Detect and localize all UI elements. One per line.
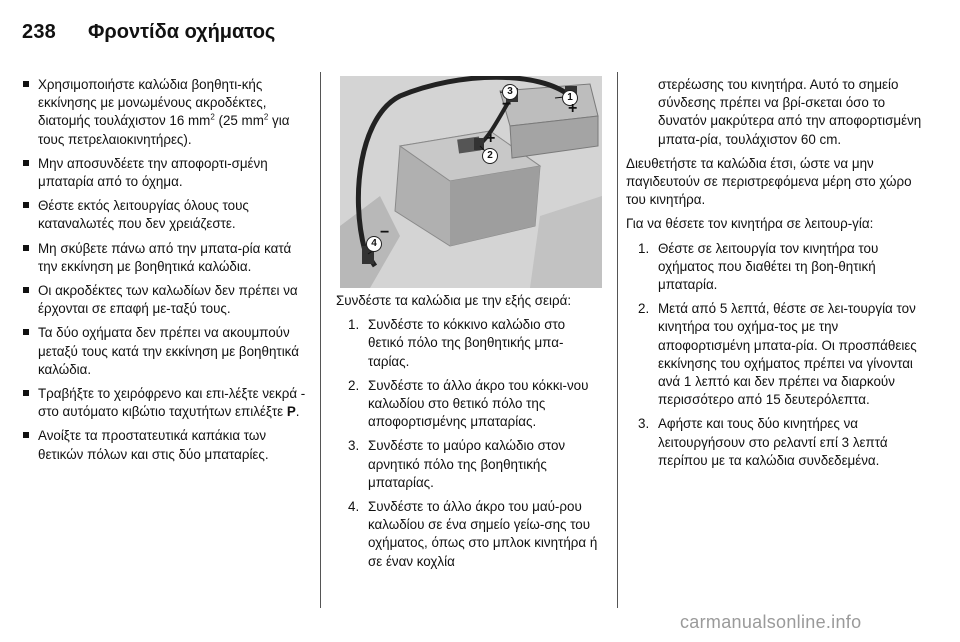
jump-start-illustration [340, 76, 602, 288]
list-item [22, 427, 310, 463]
step-text: Συνδέστε το άλλο άκρο του μαύ-ρου καλωδίου σε ένα σημείο γείω-σης του οχήματος, όπως στο μπλοκ κινητήρα ή σε έναν κοχλία [368, 499, 598, 569]
list-item [336, 377, 604, 432]
page-number: 238 [22, 20, 56, 43]
precautions-column [22, 76, 310, 470]
list-item [626, 300, 934, 409]
step-text: Συνδέστε το μαύρο καλώδιο στον αρνητικό πόλο της βοηθητικής μπαταρίας. [368, 438, 566, 490]
callout-4: 4 [366, 236, 382, 252]
page-header [22, 10, 275, 54]
column-divider [320, 72, 321, 608]
item-text: (25 mm [214, 113, 264, 129]
connection-steps-column [336, 292, 604, 577]
item-text: Χρησιμοποιήστε καλώδια βοηθητι-κής εκκίνησης με μονωμένους ακροδέκτες, διατομής τουλάχιστον 16 mm [38, 77, 267, 129]
step-continuation: στερέωσης του κινητήρα. Αυτό το σημείο σύνδεσης πρέπει να βρί-σκεται όσο το δυνατόν μακρύτερα από την αποφορτισμένη μπατα-ρία, τουλάχιστον 60 cm. [658, 77, 922, 147]
item-text: Τα δύο οχήματα δεν πρέπει να ακουμπούν μεταξύ τους κατά την εκκίνηση με βοηθητικά καλώδια. [38, 325, 299, 377]
item-text: Ανοίξτε τα προστατευτικά καπάκια των θετικών πόλων και στις δύο μπαταρίες. [38, 428, 269, 462]
start-engine-intro: Για να θέσετε τον κινητήρα σε λειτουρ-γία: [626, 216, 874, 232]
step-number: 1. [638, 240, 650, 256]
step-number: 3. [638, 416, 650, 432]
precautions-list [22, 76, 310, 464]
cable-routing-paragraph: Διευθετήστε τα καλώδια έτσι, ώστε να μην παγιδευτούν σε περιστρεφόμενα μέρη στο χώρο του κινητήρα. [626, 155, 912, 208]
list-item [22, 155, 310, 191]
page-title: Φροντίδα οχήματος [87, 20, 276, 43]
watermark: carmanualsonline.info [680, 612, 862, 632]
connection-steps-list [336, 316, 604, 571]
item-text: Θέστε εκτός λειτουργίας όλους τους καταναλωτές που δεν χρειάζεστε. [38, 198, 249, 232]
step-text: Θέστε σε λειτουργία τον κινητήρα του οχήματος που διαθέτει τη βοη-θητική μπαταρία. [658, 240, 879, 293]
list-item [336, 316, 604, 371]
start-steps-list [626, 240, 934, 470]
gear-position-p: P [286, 404, 296, 420]
list-item [626, 415, 934, 470]
callout-2: 2 [482, 148, 498, 164]
item-text: . [295, 404, 300, 420]
step-number: 4. [348, 499, 360, 515]
list-item [22, 385, 310, 421]
engine-bay-drawing [340, 76, 602, 288]
plus-sign-1: + [568, 100, 578, 117]
item-text: Μη σκύβετε πάνω από την μπατα-ρία κατά την εκκίνηση με βοηθητικά καλώδια. [38, 240, 292, 274]
step-number: 1. [348, 317, 360, 333]
list-item [22, 240, 310, 276]
list-item [22, 282, 310, 318]
plus-sign-2: + [486, 130, 496, 147]
list-item [22, 197, 310, 233]
list-item [336, 437, 604, 492]
callout-3: 3 [502, 84, 518, 100]
list-item [22, 324, 310, 379]
superscript: 2 [210, 112, 215, 122]
step-number: 2. [638, 301, 650, 317]
step-number: 2. [348, 377, 360, 393]
minus-sign-4: − [380, 224, 390, 241]
step-text: Συνδέστε το κόκκινο καλώδιο στο θετικό πόλο της βοηθητικής μπα-ταρίας. [368, 317, 566, 369]
list-item [22, 76, 310, 149]
step-text: Συνδέστε το άλλο άκρο του κόκκι-νου καλωδίου στο θετικό πόλο της αποφορτισμένης μπαταρίας. [368, 377, 589, 430]
list-item [626, 240, 934, 295]
minus-sign-3: − [502, 96, 512, 113]
callout-1: 1 [562, 90, 578, 106]
step-number: 3. [348, 438, 360, 454]
superscript: 2 [263, 112, 269, 122]
list-item [336, 498, 604, 571]
column-divider [617, 72, 618, 608]
step-text: Μετά από 5 λεπτά, θέστε σε λει-τουργία τον κινητήρα του οχήμα-τος με την αποφορτισμένη μπατα-ρία. Οι προσπάθειες εκκίνησης του οχήματος πρέπει να γίνονται ανά 1 λεπτό και δεν πρέπει να διαρκούν περισσότερο από 15 δευτερόλεπτα. [658, 301, 917, 408]
item-text: Μην αποσυνδέετε την αποφορτι-σμένη μπαταρία από το όχημα. [38, 155, 268, 190]
start-procedure-column [626, 76, 934, 476]
connection-intro: Συνδέστε τα καλώδια με την εξής σειρά: [336, 293, 572, 308]
item-text: Τραβήξτε το χειρόφρενο και επι-λέξτε νεκρά - στο αυτόματο κιβώτιο ταχυτήτων επιλέξτε [38, 386, 306, 420]
item-text: για τους πετρελαιοκινητήρες). [38, 113, 290, 147]
step-text: Αφήστε και τους δύο κινητήρες να λειτουργήσουν στο ρελαντί επί 3 λεπτά περίπου με τα καλώδια συνδεδεμένα. [658, 416, 888, 468]
item-text: Οι ακροδέκτες των καλωδίων δεν πρέπει να έρχονται σε επαφή με-ταξύ τους. [38, 283, 298, 317]
